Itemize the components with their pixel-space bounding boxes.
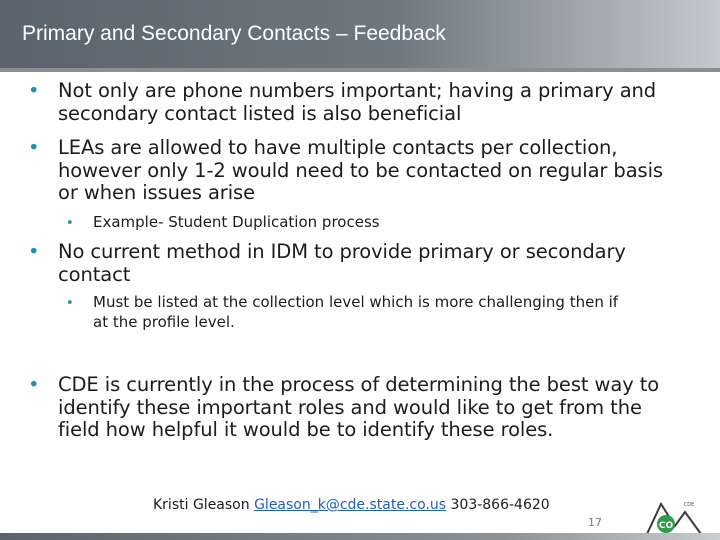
- contact-email-link[interactable]: Gleason_k@cde.state.co.us: [254, 497, 447, 513]
- logo-text: CO: [658, 521, 674, 531]
- bullet-text: No current method in IDM to provide primary or secondary contact: [58, 240, 626, 286]
- page-number: 17: [588, 516, 602, 529]
- bullet-marker: •: [28, 373, 40, 396]
- bullet-item: [28, 80, 678, 125]
- bullet-marker: •: [28, 240, 40, 263]
- logo-caption: CDE: [683, 502, 695, 508]
- contact-footer: [153, 497, 550, 513]
- bullet-marker: •: [28, 136, 40, 159]
- title-divider: [0, 68, 720, 72]
- slide-title: Primary and Secondary Contacts – Feedback: [22, 22, 446, 45]
- sub-bullet-item: [66, 293, 626, 331]
- bullet-text: Not only are phone numbers important; having a primary and secondary contact listed is also beneficial: [58, 79, 657, 125]
- bullet-text: LEAs are allowed to have multiple contacts per collection, however only 1-2 would need to be contacted on regular basis or when issues arise: [58, 136, 663, 204]
- bullet-text: Must be listed at the collection level which is more challenging then if at the profile level.: [93, 293, 619, 331]
- bullet-marker: •: [66, 216, 74, 231]
- bullet-item: [28, 374, 678, 442]
- bullet-text: Example- Student Duplication process: [93, 213, 380, 231]
- contact-phone: 303-866-4620: [450, 497, 550, 513]
- bullet-text: CDE is currently in the process of determining the best way to identify these important roles and would like to get from the field how helpful it would be to identify these roles.: [58, 373, 660, 441]
- contact-name: Kristi Gleason: [153, 497, 250, 513]
- bullet-item: [28, 137, 678, 205]
- cde-logo: [645, 498, 703, 536]
- bullet-marker: •: [28, 79, 40, 102]
- bullet-marker: •: [66, 296, 74, 311]
- title-bar: [0, 0, 720, 68]
- mountain-shape: [647, 504, 701, 534]
- sub-bullet-item: [66, 213, 626, 233]
- bottom-bar: [0, 533, 720, 540]
- bullet-item: [28, 241, 678, 286]
